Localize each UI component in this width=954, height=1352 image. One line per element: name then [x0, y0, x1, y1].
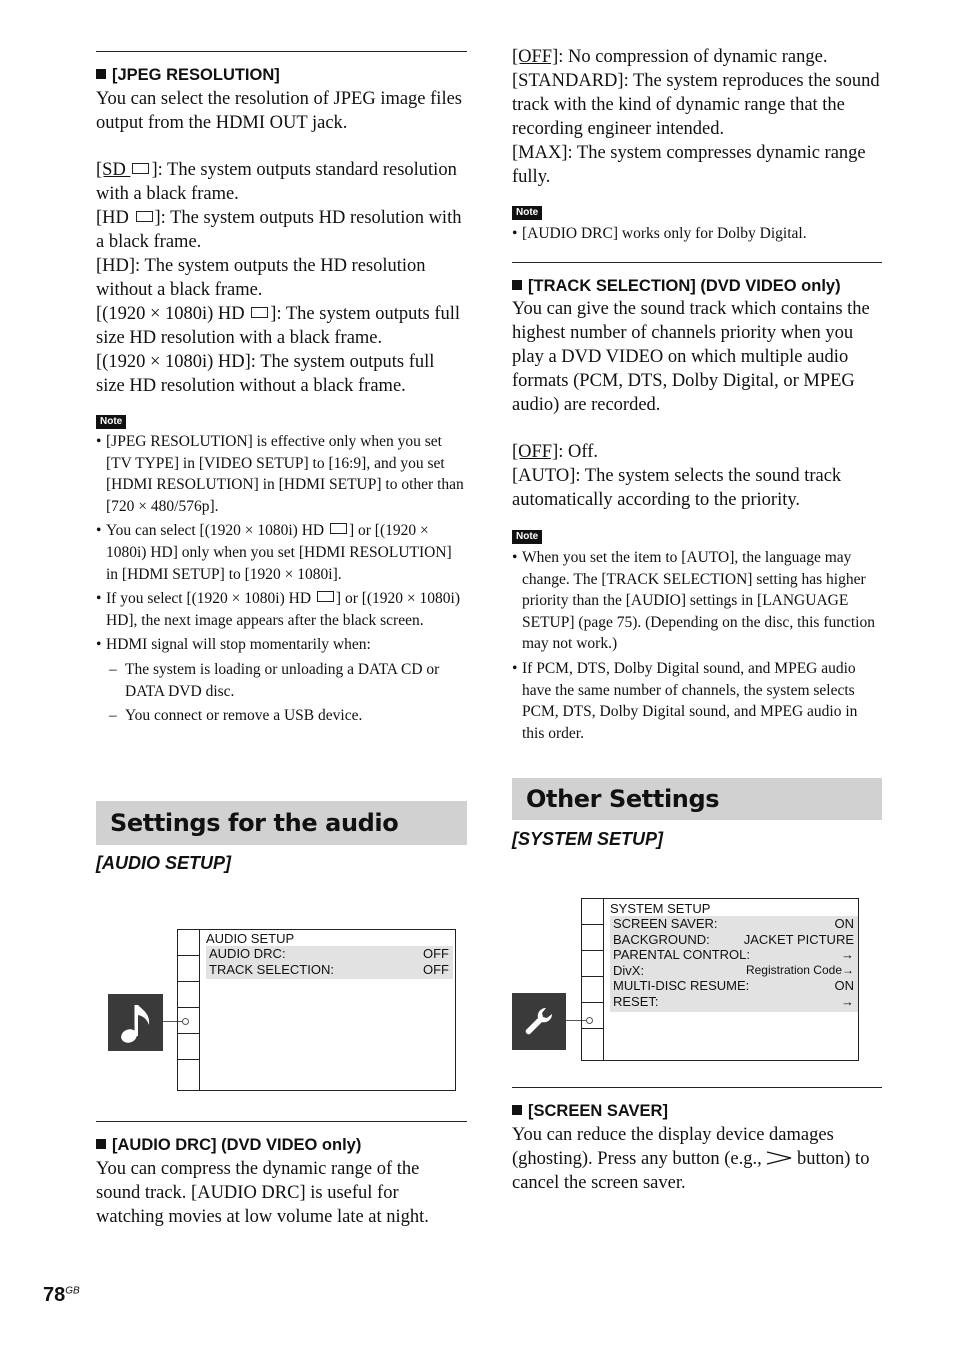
- track-notes: [512, 547, 882, 744]
- section-rule: [96, 1121, 467, 1122]
- top-rule-left: [96, 51, 467, 52]
- drc-notes: [512, 223, 882, 245]
- system-setup-screen: [581, 898, 859, 1061]
- audio-drc-body: You can compress the dynamic range of the sound track. [AUDIO DRC] is useful for watching movies at low volume late at night.: [96, 1159, 429, 1227]
- note-subitem: – You connect or remove a USB device.: [96, 705, 466, 727]
- note-label: Note: [512, 206, 542, 220]
- jpeg-resolution-intro: You can select the resolution of JPEG image files output from the HDMI OUT jack.: [96, 89, 462, 133]
- bullet-square-icon: [96, 1139, 106, 1149]
- menu-row[interactable]: RESET: →: [613, 993, 854, 1009]
- note-label: Note: [512, 530, 542, 544]
- bullet-square-icon: [512, 1105, 522, 1115]
- menu-row[interactable]: MULTI-DISC RESUME: ON: [613, 978, 854, 993]
- wrench-glyph: [521, 1004, 557, 1040]
- screen-menu: [206, 946, 453, 979]
- menu-row[interactable]: AUDIO DRC: OFF: [209, 946, 449, 961]
- note-item: • [JPEG RESOLUTION] is effective only when you set [TV TYPE] in [VIDEO SETUP] to [16:9], and you set [HDMI RESOLUTION] in [HDMI SETUP] to other than [720 × 480/576p].: [96, 431, 466, 517]
- track-option-auto: [AUTO]: The system selects the sound track automatically according to the priority.: [512, 466, 842, 510]
- note-label: Note: [96, 415, 126, 429]
- menu-row[interactable]: SCREEN SAVER: ON: [613, 916, 854, 931]
- audio-setup-subtitle: [AUDIO SETUP]: [96, 853, 231, 873]
- drc-option-off: [OFF]: No compression of dynamic range.: [512, 47, 828, 67]
- section-rule: [512, 1087, 882, 1088]
- screen-saver-heading: [SCREEN SAVER]: [512, 1100, 668, 1122]
- screen-title: SYSTEM SETUP: [610, 901, 711, 916]
- note-item: • [AUDIO DRC] works only for Dolby Digital.: [512, 223, 882, 245]
- option-hd-box: [HD ]: The system outputs HD resolution with a black frame.: [96, 208, 462, 252]
- track-option-off: [OFF]: Off.: [512, 442, 599, 462]
- note-item: • If you select [(1920 × 1080i) HD ] or [(1920 × 1080i) HD], the next image appears after the black screen.: [96, 588, 466, 631]
- audio-settings-banner: Settings for the audio: [96, 801, 467, 845]
- wrench-icon: [512, 993, 566, 1050]
- page-number: $78^{GB}$: [43, 1284, 80, 1306]
- system-setup-subtitle: [SYSTEM SETUP]: [512, 829, 664, 849]
- bullet-square-icon: [512, 280, 522, 290]
- menu-row[interactable]: DivX: Registration Code→: [613, 962, 854, 978]
- menu-row[interactable]: BACKGROUND: JACKET PICTURE: [613, 931, 854, 947]
- option-sd-box: [SD ]: The system outputs standard resolution with a black frame.: [96, 160, 457, 204]
- note-item: • If PCM, DTS, Dolby Digital sound, and MPEG audio have the same number of channels, the system selects PCM, DTS, Dolby Digital sound, and MPEG audio in this order.: [512, 658, 882, 744]
- note-subitem: – The system is loading or unloading a DATA CD or DATA DVD disc.: [96, 659, 466, 702]
- menu-row[interactable]: PARENTAL CONTROL: →: [613, 947, 854, 962]
- jpeg-options: [96, 158, 466, 398]
- frame-box-icon: [136, 211, 153, 222]
- frame-box-icon: [251, 307, 268, 318]
- music-note-icon: [108, 994, 163, 1051]
- frame-box-icon: [317, 591, 334, 602]
- screen-saver-body: You can reduce the display device damages (ghosting). Press any button (e.g., button) to cancel the screen saver.: [512, 1125, 870, 1193]
- option-hd: [HD]: The system outputs the HD resolution without a black frame.: [96, 256, 426, 300]
- screen-icon-strip: [582, 899, 604, 1060]
- other-settings-banner: Other Settings: [512, 778, 882, 820]
- bullet-square-icon: [96, 69, 106, 79]
- note-item: • You can select [(1920 × 1080i) HD ] or [(1920 × 1080i) HD] only when you set [HDMI RESOLUTION] in [HDMI SETUP] to [1920 × 1080i].: [96, 520, 466, 585]
- frame-box-icon: [132, 163, 149, 174]
- music-note-glyph: [116, 1001, 156, 1045]
- screen-title: AUDIO SETUP: [206, 931, 295, 946]
- play-button-icon: [766, 1151, 792, 1165]
- jpeg-resolution-heading: [JPEG RESOLUTION]: [96, 64, 280, 86]
- track-options: [512, 440, 884, 512]
- option-1080: [(1920 × 1080i) HD]: The system outputs full size HD resolution without a black frame.: [96, 352, 435, 396]
- option-1080-box: [(1920 × 1080i) HD ]: The system outputs full size HD resolution with a black frame.: [96, 304, 461, 348]
- frame-box-icon: [330, 523, 347, 534]
- track-selection-body: You can give the sound track which contains the highest number of channels priority when you play a DVD VIDEO on which multiple audio formats (PCM, DTS, Dolby Digital, or MPEG audio) are recorded.: [512, 299, 870, 415]
- note-item: • HDMI signal will stop momentarily when:: [96, 634, 466, 656]
- screen-icon-strip: [178, 930, 200, 1090]
- screen-menu: [610, 916, 858, 1012]
- audio-drc-heading: [AUDIO DRC] (DVD VIDEO only): [96, 1134, 361, 1156]
- audio-setup-screen: [177, 929, 456, 1091]
- drc-options: [512, 45, 884, 189]
- drc-option-max: [MAX]: The system compresses dynamic range fully.: [512, 143, 866, 187]
- menu-row[interactable]: TRACK SELECTION: OFF: [209, 961, 449, 977]
- track-selection-heading: [TRACK SELECTION] (DVD VIDEO only): [512, 275, 841, 297]
- section-rule: [512, 262, 882, 263]
- drc-option-standard: [STANDARD]: The system reproduces the sound track with the kind of dynamic range that the recording engineer intended.: [512, 71, 880, 139]
- note-item: • When you set the item to [AUTO], the language may change. The [TRACK SELECTION] setting has higher priority than the [AUDIO] settings in [LANGUAGE SETUP] (page 75). (Depending on the disc, this function may not work.): [512, 547, 882, 655]
- jpeg-notes: [96, 431, 466, 727]
